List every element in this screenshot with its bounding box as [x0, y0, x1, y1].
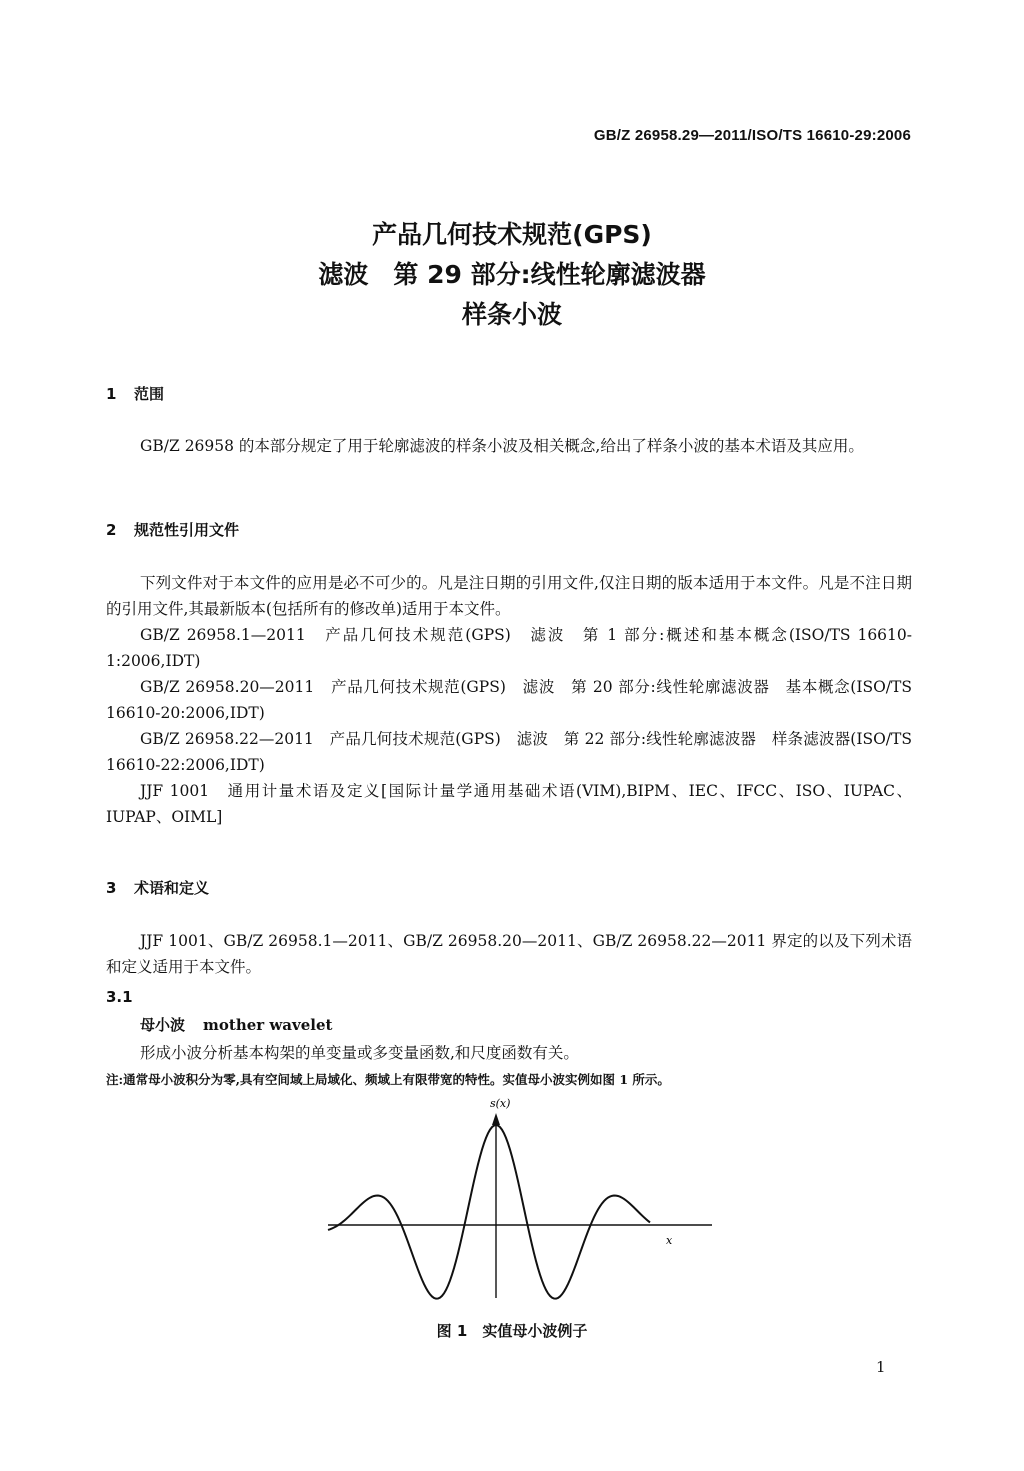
section-2-heading [106, 519, 239, 540]
standard-code: GB/Z 26958.29—2011/ISO/TS 16610-29:2006 [593, 127, 911, 144]
clause-number: 3.1 [106, 988, 133, 1006]
document-title [0, 215, 1024, 335]
wavelet-figure [300, 1095, 720, 1300]
y-axis-arrow [492, 1113, 500, 1125]
section-2-title: 规范性引用文件 [134, 521, 240, 539]
section-1-title: 范围 [134, 385, 165, 403]
title-line-3: 样条小波 [461, 300, 562, 329]
title-line-2: 滤波 第 29 部分:线性轮廓滤波器 [318, 260, 706, 289]
section-1-heading [106, 383, 164, 404]
section-3-number: 3 [106, 879, 117, 897]
wavelet-curve [328, 1125, 650, 1299]
section-3-heading [106, 877, 209, 898]
term-chinese: 母小波 [140, 1016, 186, 1034]
section-1-number: 1 [106, 385, 117, 403]
page-number: 1 [876, 1358, 886, 1376]
section-3-title: 术语和定义 [134, 879, 210, 897]
term-english: mother wavelet [203, 1016, 333, 1034]
x-axis-label: x [666, 1234, 673, 1247]
section-2-body [106, 570, 912, 830]
section-2-number: 2 [106, 521, 117, 539]
note: 注:通常母小波积分为零,具有空间域上局域化、频域上有限带宽的特性。实值母小波实例如图 1 所示。 [106, 1072, 670, 1087]
y-axis-label: s(x) [490, 1097, 511, 1110]
term-entry [140, 1014, 332, 1035]
reference-item: GB/Z 26958.22—2011 产品几何技术规范(GPS) 滤波 第 22 部分:线性轮廓滤波器 样条滤波器(ISO/TS 16610-22:2006,IDT) [106, 730, 912, 774]
paragraph: GB/Z 26958 的本部分规定了用于轮廓滤波的样条小波及相关概念,给出了样条小波的基本术语及其应用。 [140, 437, 864, 455]
term-definition: 形成小波分析基本构架的单变量或多变量函数,和尺度函数有关。 [140, 1044, 579, 1062]
paragraph: JJF 1001、GB/Z 26958.1—2011、GB/Z 26958.20—2011、GB/Z 26958.22—2011 界定的以及下列术语和定义适用于本文件。 [106, 932, 912, 976]
reference-item: JJF 1001 通用计量术语及定义[国际计量学通用基础术语(VIM),BIPM、IEC、IFCC、ISO、IUPAC、IUPAP、OIML] [106, 782, 912, 826]
reference-item: GB/Z 26958.20—2011 产品几何技术规范(GPS) 滤波 第 20 部分:线性轮廓滤波器 基本概念(ISO/TS 16610-20:2006,IDT) [106, 678, 912, 722]
reference-item: GB/Z 26958.1—2011 产品几何技术规范(GPS) 滤波 第 1 部分:概述和基本概念(ISO/TS 16610-1:2006,IDT) [106, 626, 913, 670]
section-1-body [106, 433, 912, 459]
section-3-body [106, 928, 912, 980]
paragraph: 下列文件对于本文件的应用是必不可少的。凡是注日期的引用文件,仅注日期的版本适用于本文件。凡是不注日期的引用文件,其最新版本(包括所有的修改单)适用于本文件。 [106, 574, 912, 618]
title-line-1: 产品几何技术规范(GPS) [372, 220, 652, 249]
figure-caption: 图 1 实值母小波例子 [436, 1322, 588, 1340]
